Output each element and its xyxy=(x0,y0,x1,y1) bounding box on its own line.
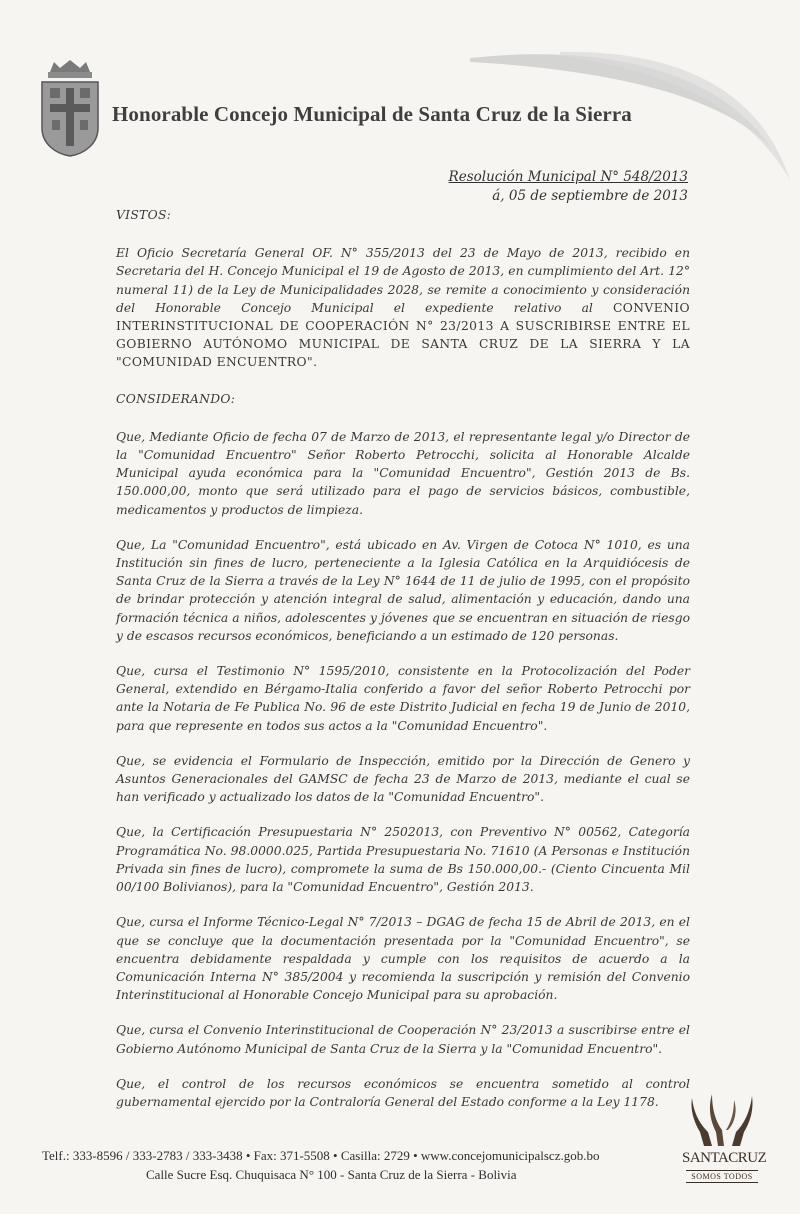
vistos-agreement-title: CONVENIO INTERINSTITUCIONAL DE COOPERACIÓN N° 23/2013 A SUSCRIBIRSE ENTRE EL GOBIERNO AUTÓNOMO MUNICIPAL DE SANTA CRUZ DE LA SIERRA Y LA "COMUNIDAD ENCUENTRO". xyxy=(116,300,690,370)
vistos-text: El Oficio Secretaría General OF. N° 355/2013 del 23 de Mayo de 2013, recibido en Secretaria del H. Concejo Municipal el 19 de Agosto de 2013, en cumplimiento del Art. 12° numeral 11) de la Ley de Municipalidades 2028, se remite a conocimiento y consideración del Honorable Concejo Municipal el expediente relativo al xyxy=(116,246,690,315)
considerando-paragraph: Que, La "Comunidad Encuentro", está ubicado en Av. Virgen de Cotoca N° 1010, es una Institución sin fines de lucro, perteneciente a la Iglesia Católica en la Arquidiócesis de Santa Cruz de la Sierra a través de la Ley N° 1644 de 11 de julio de 1995, con el propósito de brindar protección y atención integral de salud, alimentación y educación, dando una formación técnica a niños, adolescentes y jóvenes que se encuentran en situación de riesgo y de escasos recursos económicos, beneficiando a un estimado de 120 personas. xyxy=(116,537,690,643)
considerando-paragraph: Que, el control de los recursos económicos se encuentra sometido al control gubernamental ejercido por la Contraloría General del Estado conforme a la Ley 1178. xyxy=(116,1076,690,1109)
considerando-paragraph: Que, cursa el Informe Técnico-Legal N° 7/2013 – DGAG de fecha 15 de Abril de 2013, en el que se concluye que la documentación presentada por la "Comunidad Encuentro", se encuentra debidamente respaldada y cumple con los requisitos de acuerdo a la Comunicación Interna N° 385/2004 y recomienda la suscripción y remisión del Convenio Interinstitucional al Honorable Concejo Municipal para su aprobación. xyxy=(116,915,690,1003)
raised-hands-icon xyxy=(682,1090,762,1150)
page-footer xyxy=(0,1144,800,1204)
considerando-paragraph: Que, cursa el Convenio Interinstitucional de Cooperación N° 23/2013 a suscribirse entre el Gobierno Autónomo Municipal de Santa Cruz de la Sierra y la "Comunidad Encuentro". xyxy=(116,1023,690,1056)
considerando-heading: CONSIDERANDO: xyxy=(116,391,236,406)
considerando-paragraph: Que, cursa el Testimonio N° 1595/2010, consistente en la Protocolización del Poder General, extendido en Bérgamo-Italia conferido a favor del señor Roberto Petrocchi por ante la Notaria de Fe Publica No. 96 de este Distrito Judicial en fecha 19 de Junio de 2010, para que represente en todos sus actos a la "Comunidad Encuentro". xyxy=(116,664,690,733)
document-body xyxy=(116,206,690,1128)
considerando-paragraph: Que, se evidencia el Formulario de Inspección, emitido por la Dirección de Genero y Asuntos Generacionales del GAMSC de fecha 23 de Marzo de 2013, mediante el cual se han verificado y actualizado los datos de la "Comunidad Encuentro". xyxy=(116,753,690,805)
vistos-heading: VISTOS: xyxy=(116,208,172,222)
resolution-date: á, 05 de septiembre de 2013 xyxy=(492,188,688,204)
vistos-paragraph xyxy=(116,244,690,371)
resolution-block xyxy=(449,168,688,206)
brand-tagline: SOMOS TODOS xyxy=(686,1170,758,1183)
resolution-number: Resolución Municipal N° 548/2013 xyxy=(448,169,688,185)
considerando-paragraph: Que, la Certificación Presupuestaria N° 2502013, con Preventivo N° 00562, Categoría Programática No. 98.0000.025, Partida Presupuestaria No. 71610 (A Personas e Institución Privada sin fines de lucro), compromete la suma de Bs 150.000,00.- (Ciento Cincuenta Mil 00/100 Bolivianos), para la "Comunidad Encuentro", Gestión 2013. xyxy=(116,825,690,895)
considerando-paragraph: Que, Mediante Oficio de fecha 07 de Marzo de 2013, el representante legal y/o Director de la "Comunidad Encuentro" Señor Roberto Petrocchi, solicita al Honorable Alcalde Municipal ayuda económica para la "Comunidad Encuentro", Gestión 2013 de Bs. 150.000,00, monto que será utilizado para el pago de servicios básicos, combustible, medicamentos y productos de limpieza. xyxy=(116,429,690,517)
brand-name: SANTACRUZ xyxy=(682,1150,767,1166)
institution-title: Honorable Concejo Municipal de Santa Cruz de la Sierra xyxy=(112,102,632,126)
santacruz-brand-logo xyxy=(682,1090,767,1205)
coat-of-arms-icon xyxy=(38,58,102,158)
footer-contact: Telf.: 333-8596 / 333-2783 / 333-3438 • Fax: 371-5508 • Casilla: 2729 • www.concejomunicipalscz.gob.bo xyxy=(42,1148,600,1163)
footer-address: Calle Sucre Esq. Chuquisaca N° 100 - Santa Cruz de la Sierra - Bolivia xyxy=(146,1167,517,1182)
